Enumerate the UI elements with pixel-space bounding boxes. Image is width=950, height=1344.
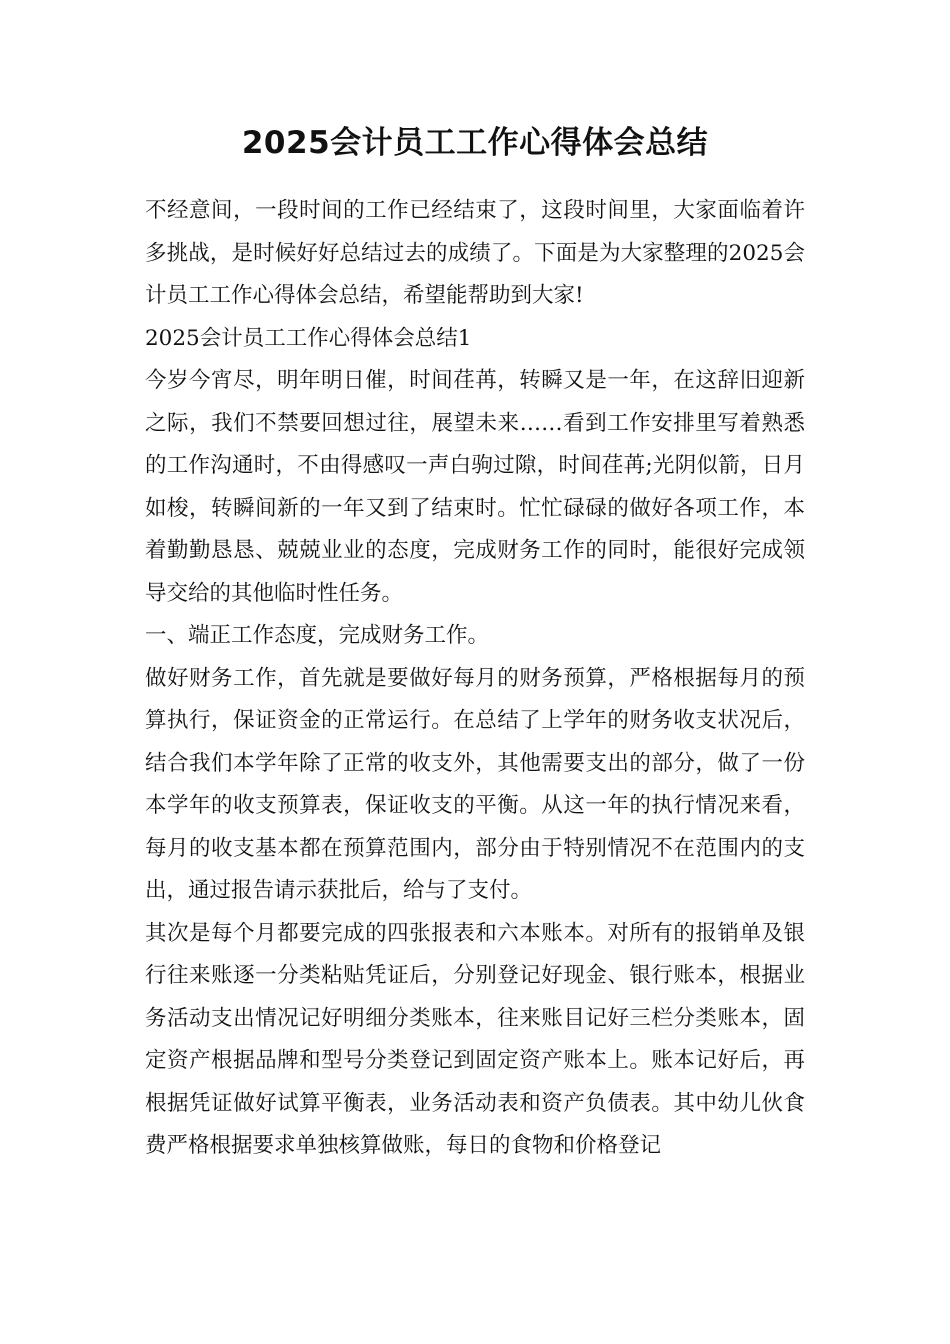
document-body <box>145 190 805 1168</box>
body-paragraph: 今岁今宵尽，明年明日催，时间荏苒，转瞬又是一年，在这辞旧迎新之际，我们不禁要回想过往，展望未来……看到工作安排里写着熟悉的工作沟通时，不由得感叹一声白驹过隙，时间荏苒;光阴似箭，日月如梭，转瞬间新的一年又到了结束时。忙忙碌碌的做好各项工作，本着勤勤恳恳、兢兢业业的态度，完成财务工作的同时，能很好完成领导交给的其他临时性任务。 <box>145 368 805 606</box>
document-title: 2025会计员工工作心得体会总结 <box>241 125 709 161</box>
section-heading: 2025会计员工工作心得体会总结1 <box>145 325 472 351</box>
body-paragraph: 其次是每个月都要完成的四张报表和六本账本。对所有的报销单及银行往来账逐一分类粘贴凭证后，分别登记好现金、银行账本，根据业务活动支出情况记好明细分类账本，往来账目记好三栏分类账本，固定资产根据品牌和型号分类登记到固定资产账本上。账本记好后，再根据凭证做好试算平衡表，业务活动表和资产负债表。其中幼儿伙食费严格根据要求单独核算做账，每日的食物和价格登记 <box>145 920 805 1158</box>
body-paragraph: 做好财务工作，首先就是要做好每月的财务预算，严格根据每月的预算执行，保证资金的正常运行。在总结了上学年的财务收支状况后，结合我们本学年除了正常的收支外，其他需要支出的部分，做了一份本学年的收支预算表，保证收支的平衡。从这一年的执行情况来看，每月的收支基本都在预算范围内，部分由于特别情况不在范围内的支出，通过报告请示获批后，给与了支付。 <box>145 665 805 903</box>
subsection-heading: 一、端正工作态度，完成财务工作。 <box>145 623 490 648</box>
intro-paragraph: 不经意间，一段时间的工作已经结束了，这段时间里，大家面临着许多挑战，是时候好好总结过去的成绩了。下面是为大家整理的2025会计员工工作心得体会总结，希望能帮助到大家! <box>145 198 805 308</box>
